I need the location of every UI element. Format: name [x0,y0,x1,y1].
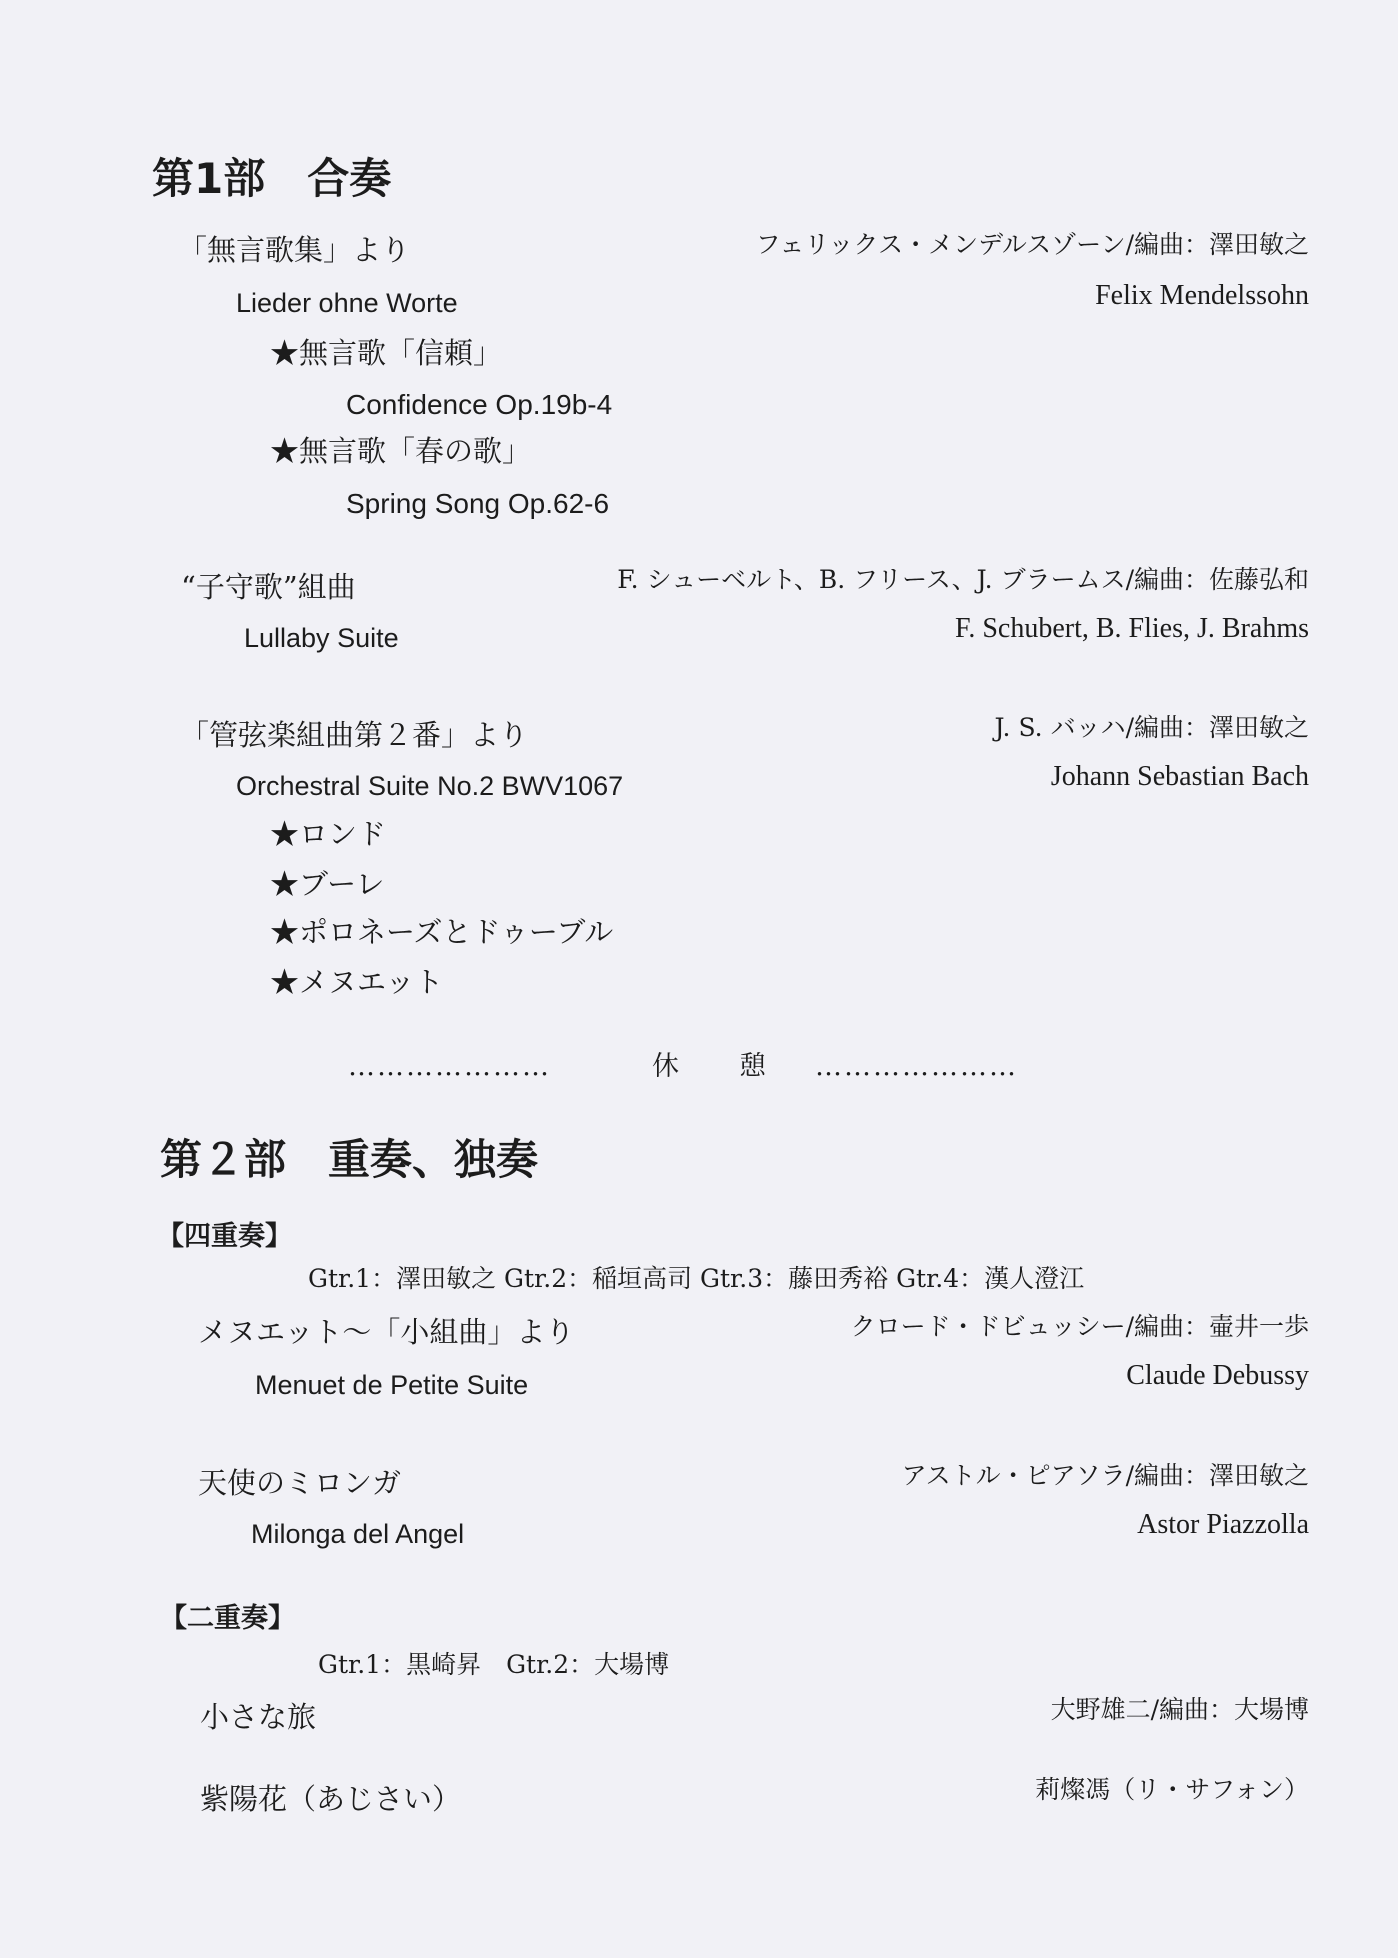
quartet-performers: Gtr.1：澤田敏之 Gtr.2：稲垣高司 Gtr.3：藤田秀裕 Gtr.4：漢人澄江 [308,1264,1085,1293]
composer-ja: F. シューベルト、B. フリース、J. ブラームス/編曲：佐藤弘和 [617,565,1309,594]
intermission-dots-left: ………………… [348,1051,551,1082]
composer-ja: 莉燦馮（リ・サフォン） [1035,1775,1309,1804]
part2-heading: 第２部 重奏、独奏 [160,1135,539,1184]
composer-en: Felix Mendelssohn [1095,280,1309,311]
composer-ja: J. S. バッハ/編曲：澤田敏之 [994,713,1309,742]
composer-en: Johann Sebastian Bach [1050,761,1309,792]
composer-ja: 大野雄二/編曲：大場博 [1050,1695,1309,1724]
duo-label: 【二重奏】 [160,1603,295,1634]
piece-title-en: Menuet de Petite Suite [255,1370,529,1400]
composer-ja: アストル・ピアソラ/編曲：澤田敏之 [901,1461,1309,1490]
intermission-dots-right: ………………… [815,1051,1018,1082]
duo-performers: Gtr.1：黒崎昇 Gtr.2：大場博 [318,1650,670,1679]
movement-ja: ★無言歌「春の歌」 [270,434,532,468]
composer-en: Claude Debussy [1126,1360,1309,1391]
piece-title-ja: メヌエット～「小組曲」より [198,1315,575,1349]
movement-ja: ★ポロネーズとドゥーブル [270,915,614,949]
piece-title-ja: 天使のミロンガ [198,1466,402,1500]
piece-title-en: Lullaby Suite [244,623,399,653]
piece-title-en: Milonga del Angel [251,1519,465,1549]
composer-en: F. Schubert, B. Flies, J. Brahms [955,613,1309,644]
movement-ja: ★無言歌「信頼」 [270,336,503,370]
movement-en: Confidence Op.19b-4 [346,389,613,420]
piece-title-en: Lieder ohne Worte [236,288,458,318]
piece-title-ja: 「無言歌集」より [178,233,411,267]
composer-en: Astor Piazzolla [1137,1509,1309,1540]
part1-heading: 第1部 合奏 [152,154,392,203]
quartet-label: 【四重奏】 [157,1221,292,1252]
piece-title-ja: “子守歌”組曲 [181,570,356,604]
movement-en: Spring Song Op.62-6 [346,488,610,519]
composer-ja: フェリックス・メンデルスゾーン/編曲：澤田敏之 [755,230,1309,259]
movement-ja: ★ブーレ [270,867,385,901]
movement-ja: ★メヌエット [270,965,444,999]
piece-title-ja: 紫陽花（あじさい） [200,1782,462,1816]
intermission-label: 休 憩 [652,1051,768,1082]
movement-ja: ★ロンド [270,817,387,851]
piece-title-ja: 小さな旅 [200,1700,317,1734]
composer-ja: クロード・ドビュッシー/編曲：壷井一歩 [850,1312,1309,1341]
piece-title-en: Orchestral Suite No.2 BWV1067 [236,771,624,801]
piece-title-ja: 「管弦楽組曲第２番」より [180,718,529,752]
